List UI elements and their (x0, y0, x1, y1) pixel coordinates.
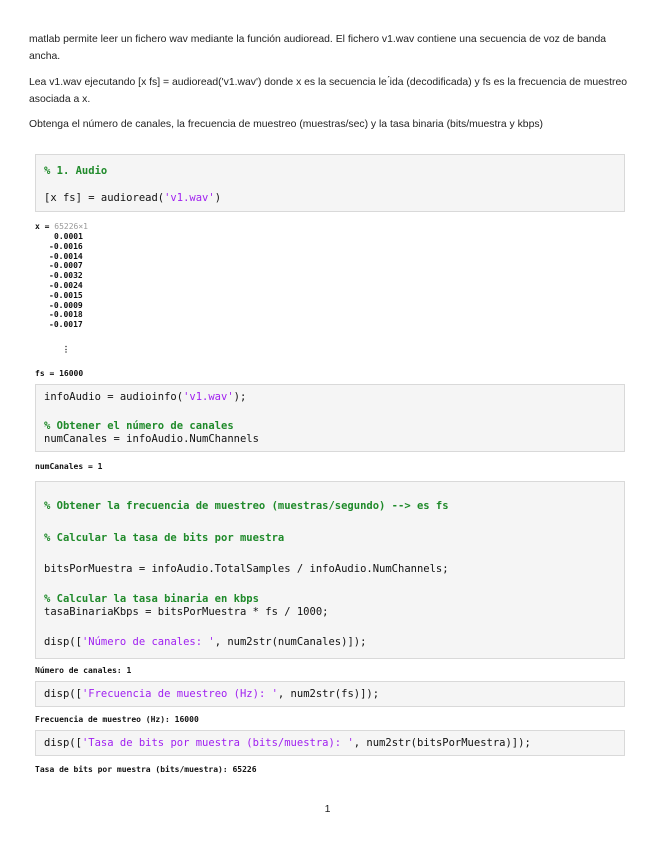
code-block-calculos[interactable] (35, 481, 625, 659)
output-x-value: -0.0014 (49, 251, 83, 261)
code-line-audioread: [x fs] = audioread('v1.wav') (44, 192, 222, 204)
output-x-header: x = 65226×1 (35, 222, 88, 231)
output-frecuencia: Frecuencia de muestreo (Hz): 16000 (35, 715, 199, 724)
code-line-numcanales: numCanales = infoAudio.NumChannels (44, 433, 259, 445)
code-comment: % 1. Audio (44, 165, 108, 177)
code-comment: % Obtener la frecuencia de muestreo (muestras/segundo) --> es fs (44, 500, 449, 512)
intro-paragraph-3: Obtenga el número de canales, la frecuencia de muestreo (muestras/sec) y la tasa binaria (bits/muestra y kbps) (29, 119, 544, 130)
output-fs: fs = 16000 (35, 369, 84, 378)
output-ellipsis: ⋮ (62, 345, 70, 354)
intro-paragraph-2: Lea v1.wav ejecutando [x fs] = audioread('v1.wav') donde x es la secuencia le ́ida (decodificada) y fs es la frecuencia de muestreo asociada a x. (29, 77, 628, 105)
code-block-audioread[interactable] (35, 154, 625, 212)
output-x-value: -0.0007 (49, 261, 83, 271)
code-line-tasabinaria: tasaBinariaKbps = bitsPorMuestra * fs / 1000; (44, 606, 329, 618)
code-block-disp-fs[interactable] (35, 681, 625, 707)
intro-paragraph-1: matlab permite leer un fichero wav mediante la función audioread. El fichero v1.wav contiene una secuencia de voz de banda ancha. (29, 34, 607, 62)
code-comment: % Obtener el número de canales (44, 420, 234, 432)
output-x-value: -0.0032 (49, 271, 83, 281)
code-comment: % Calcular la tasa de bits por muestra (44, 532, 285, 544)
code-line-audioinfo: infoAudio = audioinfo('v1.wav'); (44, 391, 247, 403)
code-block-audioinfo[interactable] (35, 384, 625, 452)
code-line-disp-fs: disp(['Frecuencia de muestreo (Hz): ', num2str(fs)]); (44, 688, 380, 700)
output-x-value: -0.0018 (49, 310, 83, 320)
output-x-value: -0.0015 (49, 290, 83, 300)
output-x-value: -0.0024 (49, 281, 83, 290)
output-x-value: -0.0017 (49, 320, 83, 330)
code-line-bitspormuestra: bitsPorMuestra = infoAudio.TotalSamples / infoAudio.NumChannels; (44, 563, 449, 575)
code-line-disp-bits: disp(['Tasa de bits por muestra (bits/muestra): ', num2str(bitsPorMuestra)]); (44, 737, 531, 749)
code-line-disp-canales: disp(['Número de canales: ', num2str(numCanales)]); (44, 636, 367, 648)
output-numero-canales: Número de canales: 1 (35, 666, 132, 675)
output-x-value: -0.0009 (49, 300, 83, 310)
code-block-disp-bits[interactable] (35, 730, 625, 756)
output-x-value: -0.0016 (49, 241, 83, 251)
output-x-value: 0.0001 (54, 232, 83, 241)
code-comment: % Calcular la tasa binaria en kbps (44, 593, 259, 605)
output-numcanales: numCanales = 1 (35, 462, 103, 471)
output-tasa-bits: Tasa de bits por muestra (bits/muestra): 65226 (35, 765, 257, 774)
page-number: 1 (324, 803, 331, 815)
